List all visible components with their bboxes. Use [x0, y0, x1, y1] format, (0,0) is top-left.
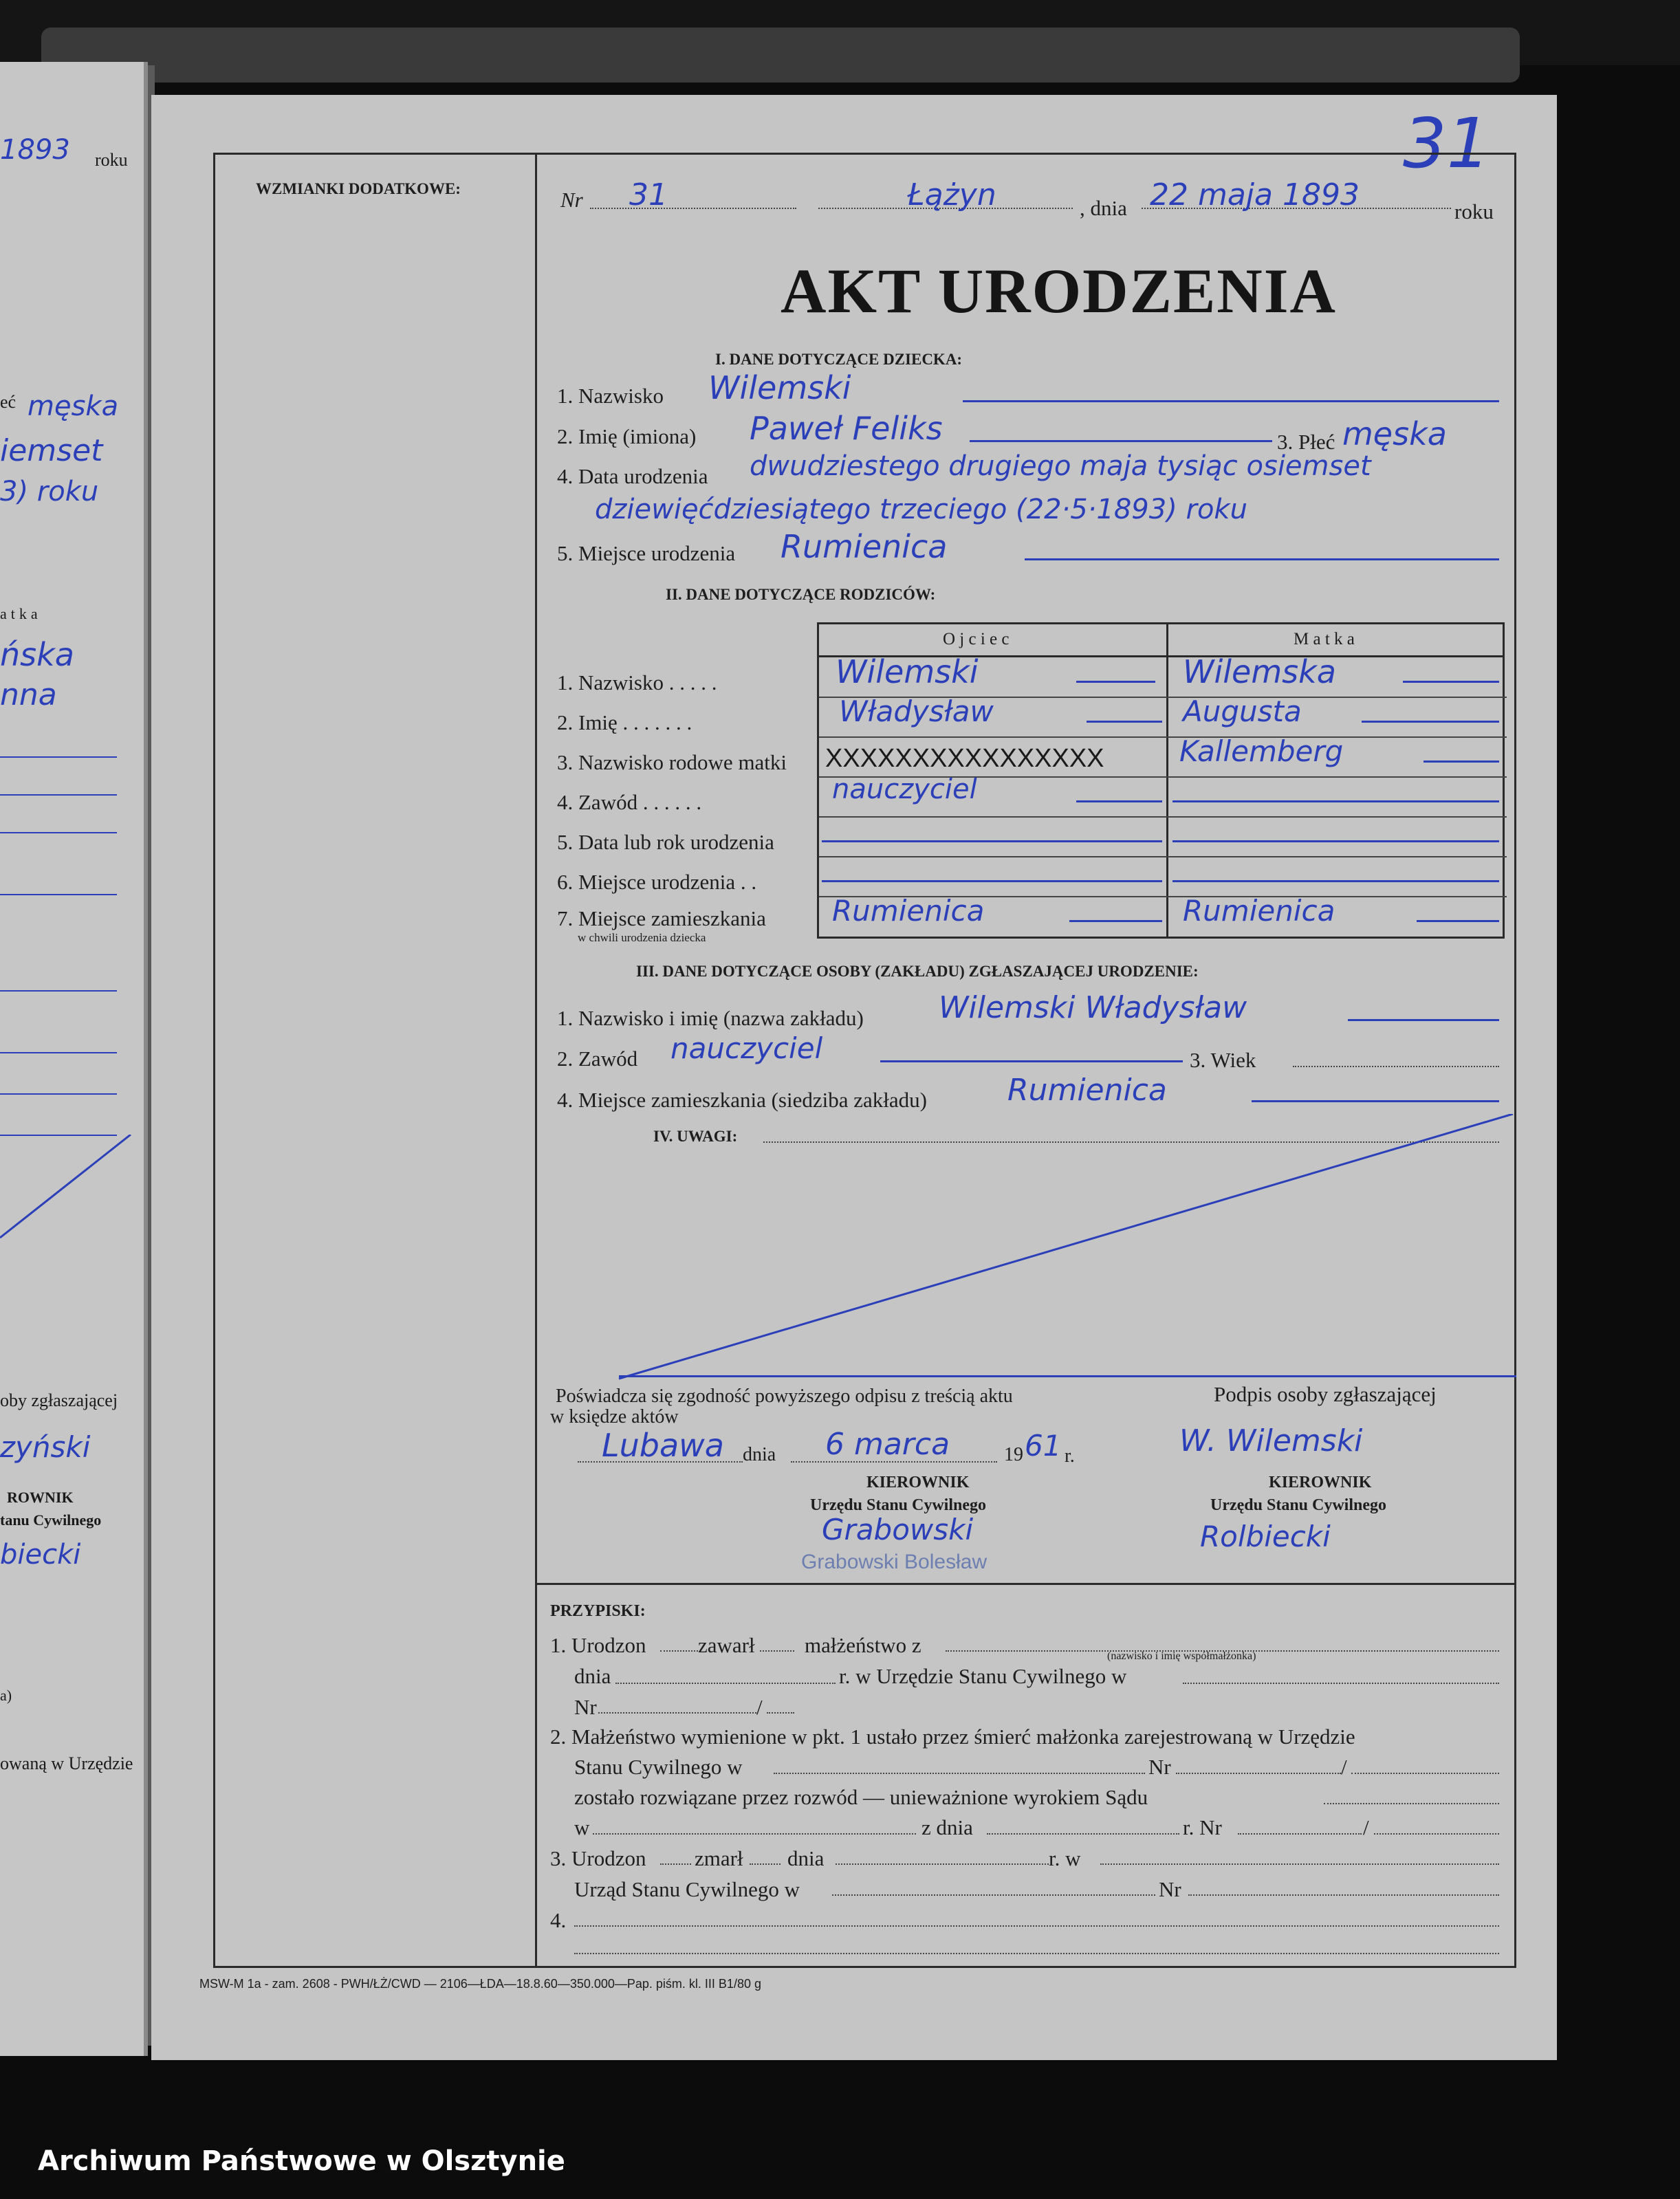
- fill-line: [1172, 880, 1499, 882]
- left-sig-frag: zyński: [0, 1430, 91, 1464]
- child-given-names: Paweł Feliks: [750, 410, 943, 447]
- przypiski-divider: [535, 1583, 1516, 1585]
- left-year-frag: 3) roku: [0, 476, 99, 507]
- reporter-signature: W. Wilemski: [1179, 1423, 1363, 1458]
- dots: [1183, 1683, 1499, 1684]
- cert-dnia-label: dnia: [743, 1444, 776, 1465]
- fill-line: [963, 400, 1499, 402]
- dots: [760, 1650, 794, 1652]
- przypiski-text: zawarł: [698, 1633, 755, 1657]
- przypiski-slash: /: [1341, 1755, 1347, 1779]
- cert-place: Lubawa: [602, 1427, 724, 1464]
- remarks-bottom-line: [619, 1375, 1516, 1377]
- wzmianki-label: WZMIANKI DODATKOWE:: [256, 180, 461, 197]
- dots: [1100, 1863, 1499, 1865]
- left-roku: roku: [95, 150, 128, 170]
- father-given: Władysław: [839, 694, 994, 728]
- child-surname: Wilemski: [708, 369, 851, 406]
- parent-row-label: 2. Imię . . . . . . .: [557, 710, 692, 734]
- reporter-occupation: nauczyciel: [670, 1031, 823, 1065]
- row-line: [819, 856, 1507, 857]
- cert-year-prefix: 19: [1004, 1444, 1023, 1465]
- left-line: [0, 894, 117, 895]
- przypiski-text: zmarł: [695, 1846, 743, 1870]
- registration-place: Łążyn: [908, 177, 996, 212]
- reporter-residence: Rumienica: [1007, 1073, 1167, 1108]
- col-father: O j c i e c: [943, 630, 1010, 648]
- fill-line: [1069, 920, 1162, 922]
- left-name-frag1: ńska: [0, 636, 74, 673]
- father-maiden-x: XXXXXXXXXXXXXXXX: [825, 744, 1104, 773]
- dots: [987, 1833, 1179, 1835]
- dots: [1324, 1803, 1499, 1804]
- dots: [832, 1894, 1155, 1896]
- dots: [1351, 1773, 1499, 1774]
- fill-line: [822, 840, 1162, 842]
- fill-line: [1172, 840, 1499, 842]
- registrar-stamp: Grabowski Bolesław: [801, 1551, 988, 1573]
- nr-label: Nr: [560, 188, 583, 212]
- left-zglaszajacej: oby zgłaszającej: [0, 1390, 118, 1410]
- dots: [598, 1712, 756, 1714]
- mother-surname: Wilemska: [1183, 653, 1336, 690]
- reporter-age-label: 3. Wiek: [1190, 1048, 1256, 1072]
- left-diagonal: [0, 1135, 138, 1245]
- form-code: MSW-M 1a - zam. 2608 - PWH/ŁŻ/CWD — 2106—ŁDA—18.8.60—350.000—Pap. piśm. kl. III B1/80 g: [199, 1977, 761, 1991]
- przypiski-text: Stanu Cywilnego w: [574, 1755, 743, 1779]
- przypiski-text: r. w Urzędzie Stanu Cywilnego w: [839, 1664, 1127, 1688]
- reporter-occupation-label: 2. Zawód: [557, 1047, 638, 1071]
- fill-line: [1025, 558, 1499, 560]
- dots: [660, 1863, 691, 1865]
- reporter-name-label: 1. Nazwisko i imię (nazwa zakładu): [557, 1006, 864, 1030]
- dots: [774, 1773, 1145, 1774]
- child-birthplace-label: 5. Miejsce urodzenia: [557, 541, 736, 565]
- przypiski-text: Nr: [1159, 1877, 1181, 1901]
- age-dots: [1293, 1066, 1499, 1067]
- registration-date: 22 maja 1893: [1150, 177, 1360, 212]
- fill-line: [1423, 761, 1499, 763]
- nr-dots: [590, 208, 796, 209]
- dnia-label: , dnia: [1080, 196, 1127, 220]
- dots: [660, 1650, 698, 1652]
- parent-row-label: 4. Zawód . . . . . .: [557, 790, 702, 814]
- przypiski-text: 4.: [550, 1908, 567, 1932]
- przypiski-text: Nr: [1148, 1755, 1171, 1779]
- kierownik-left: KIEROWNIK: [866, 1474, 970, 1491]
- left-footnote: a): [0, 1687, 12, 1704]
- cert-r-label: r.: [1065, 1445, 1075, 1467]
- dots: [615, 1683, 836, 1684]
- parent-row-sublabel: w chwili urodzenia dziecka: [578, 931, 706, 944]
- registrar-signature-right: Rolbiecki: [1200, 1520, 1331, 1553]
- dots: [574, 1953, 1499, 1954]
- section-parents-heading: II. DANE DOTYCZĄCE RODZICÓW:: [666, 586, 936, 603]
- dots: [750, 1863, 781, 1865]
- fill-line: [1403, 681, 1499, 683]
- left-line: [0, 1093, 117, 1095]
- child-birthdate-line1: dwudziestego drugiego maja tysiąc osiemset: [750, 450, 1371, 482]
- section-reporter-heading: III. DANE DOTYCZĄCE OSOBY (ZAKŁADU) ZGŁASZAJĄCEJ URODZENIE:: [636, 963, 1199, 980]
- przypiski-text: dnia: [574, 1664, 611, 1688]
- przypiski-text: Urząd Stanu Cywilnego w: [574, 1877, 800, 1901]
- archive-footer: Archiwum Państwowe w Olsztynie: [38, 2145, 565, 2177]
- child-sex-label: 3. Płeć: [1277, 430, 1335, 454]
- reporter-name: Wilemski Władysław: [939, 990, 1247, 1025]
- document-title: AKT URODZENIA: [781, 256, 1337, 326]
- dots: [1188, 1894, 1499, 1896]
- row-line: [819, 736, 1507, 738]
- cert-year-suffix: 61: [1025, 1429, 1062, 1463]
- left-date-frag: iemset: [0, 433, 103, 468]
- father-surname: Wilemski: [836, 653, 979, 690]
- przypiski-note: (nazwisko i imię współmałżonka): [1107, 1650, 1256, 1662]
- folio-number: 31: [1403, 103, 1491, 184]
- parent-row-label: 6. Miejsce urodzenia . .: [557, 870, 757, 894]
- usc-left: Urzędu Stanu Cywilnego: [810, 1496, 987, 1514]
- parent-row-label: 1. Nazwisko . . . . .: [557, 670, 717, 694]
- child-birthdate-label: 4. Data urodzenia: [557, 464, 708, 488]
- father-occupation: nauczyciel: [832, 774, 977, 805]
- dots: [574, 1925, 1499, 1927]
- left-line: [0, 1052, 117, 1053]
- fill-line: [1076, 800, 1162, 802]
- przypiski-column-divider: [535, 1583, 537, 1968]
- fill-line: [1252, 1100, 1499, 1102]
- left-line: [0, 756, 117, 758]
- cert-line2: w księdze aktów: [550, 1406, 679, 1427]
- left-plec: męska: [28, 391, 119, 422]
- cert-date: 6 marca: [825, 1427, 950, 1462]
- left-year: 1893: [0, 134, 70, 166]
- przypiski-text: dnia: [787, 1846, 825, 1870]
- fill-line: [1087, 721, 1162, 723]
- przypiski-text: r. Nr: [1183, 1815, 1222, 1839]
- fill-line: [880, 1060, 1183, 1062]
- przypiski-slash: /: [756, 1695, 763, 1719]
- remarks-strike-diagonal: [605, 1114, 1520, 1389]
- left-name-frag2: nna: [0, 677, 57, 712]
- mother-given: Augusta: [1183, 694, 1302, 728]
- left-line: [0, 832, 117, 833]
- registrar-signature-left: Grabowski: [822, 1513, 974, 1546]
- przypiski-text: r. w: [1049, 1846, 1081, 1870]
- section-child-heading: I. DANE DOTYCZĄCE DZIECKA:: [715, 351, 963, 368]
- left-kierownik: ROWNIK: [7, 1489, 74, 1506]
- child-surname-label: 1. Nazwisko: [557, 384, 664, 408]
- fill-line: [1348, 1019, 1499, 1021]
- left-matka-label: atka: [0, 605, 42, 622]
- cert-line1: Poświadcza się zgodność powyższego odpisu z treścią aktu: [556, 1386, 1013, 1407]
- child-sex: męska: [1342, 415, 1447, 452]
- kierownik-right: KIEROWNIK: [1269, 1474, 1372, 1491]
- przypiski-text: 1. Urodzon: [550, 1633, 646, 1657]
- place-dots: [578, 1461, 743, 1463]
- left-plec-label: eć: [0, 392, 17, 412]
- fill-line: [822, 880, 1162, 882]
- przypiski-text: z dnia: [921, 1815, 973, 1839]
- column-divider: [535, 153, 537, 1583]
- left-line: [0, 794, 117, 796]
- dots: [836, 1863, 1049, 1865]
- przypiski-text: zostało rozwiązane przez rozwód — unieważnione wyrokiem Sądu: [574, 1785, 1148, 1809]
- parent-row-label: 7. Miejsce zamieszkania: [557, 906, 766, 930]
- dots: [1374, 1833, 1499, 1835]
- fill-line: [1362, 721, 1499, 723]
- mother-maiden: Kallemberg: [1179, 734, 1344, 768]
- dots: [767, 1712, 794, 1714]
- fill-line: [1417, 920, 1499, 922]
- child-given-label: 2. Imię (imiona): [557, 424, 697, 448]
- date-dots: [791, 1461, 997, 1463]
- dots: [593, 1833, 916, 1835]
- father-residence: Rumienica: [832, 894, 985, 928]
- reporter-residence-label: 4. Miejsce zamieszkania (siedziba zakładu): [557, 1088, 927, 1112]
- roku-label: roku: [1454, 199, 1494, 223]
- mother-residence: Rumienica: [1183, 894, 1335, 928]
- parent-row-label: 5. Data lub rok urodzenia: [557, 830, 774, 854]
- usc-right: Urzędu Stanu Cywilnego: [1210, 1496, 1387, 1514]
- dots: [1238, 1833, 1362, 1835]
- left-usc: tanu Cywilnego: [0, 1511, 102, 1529]
- table-divider: [1166, 624, 1168, 937]
- left-page: [0, 62, 148, 2056]
- act-number: 31: [629, 177, 668, 212]
- przypiski-text: małżeństwo z: [805, 1633, 921, 1657]
- fill-line: [970, 440, 1272, 442]
- left-line: [0, 990, 117, 992]
- cert-signature-label: Podpis osoby zgłaszającej: [1214, 1382, 1437, 1406]
- child-birthdate-line2: dziewięćdziesiątego trzeciego (22·5·1893) roku: [595, 494, 1247, 525]
- col-mother: M a t k a: [1294, 630, 1355, 648]
- left-w-urzedzie: owaną w Urzędzie: [0, 1753, 133, 1773]
- przypiski-text: w: [574, 1815, 590, 1839]
- przypiski-text: Nr: [574, 1695, 597, 1719]
- child-birthplace: Rumienica: [781, 528, 948, 565]
- book-cover-edge: [41, 28, 1520, 83]
- przypiski-text: 3. Urodzon: [550, 1846, 646, 1870]
- fill-line: [1076, 681, 1155, 683]
- przypiski-slash: /: [1363, 1815, 1369, 1839]
- przypiski-text: 2. Małżeństwo wymienione w pkt. 1 ustało przez śmierć małżonka zarejestrowaną w Urzędzie: [550, 1725, 1355, 1749]
- dots: [1176, 1773, 1341, 1774]
- section-remarks-heading: IV. UWAGI:: [653, 1128, 738, 1145]
- fill-line: [1172, 800, 1499, 802]
- left-sig2-frag: biecki: [0, 1539, 81, 1571]
- parent-row-label: 3. Nazwisko rodowe matki: [557, 750, 787, 774]
- przypiski-heading: PRZYPISKI:: [550, 1602, 646, 1620]
- row-line: [819, 816, 1507, 818]
